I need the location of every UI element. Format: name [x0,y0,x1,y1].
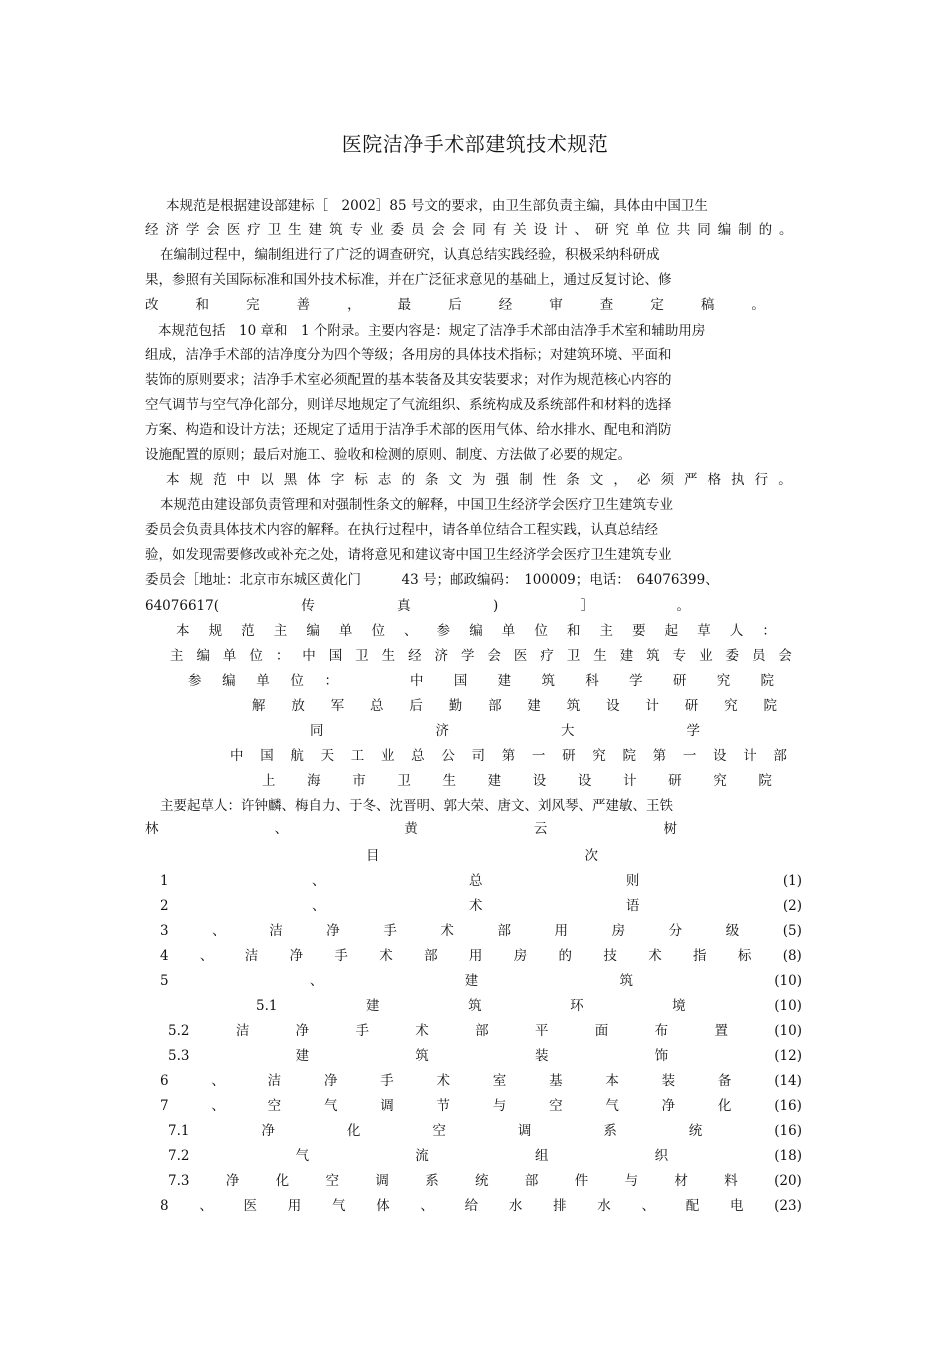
paragraph-line: 组成，洁净手术部的洁净度分为四个等级；各用房的具体技术指标；对建筑环境、平面和 [145,347,672,363]
paragraph-line: 方案、构造和设计方法；还规定了适用于洁净手术部的医用气体、给水排水、配电和消防 [145,422,672,438]
toc-number: 6 [160,1073,169,1089]
participating-unit: 解 放 军 总 后 勤 部 建 筑 设 计 研 究 院 [252,698,777,714]
participating-unit: 同 济 大 学 [310,723,700,739]
drafters-line: 林 、 黄 云 树 [145,821,677,837]
toc-separator: 、 [212,923,226,939]
chief-editor-unit: 主 编 单 位 ： 中 国 卫 生 经 济 学 会 医 疗 卫 生 建 筑 专 业 委 员 会 [170,648,792,664]
toc-number: 8 [160,1198,169,1214]
toc-entry[interactable]: 7 、 空 气 调 节 与 空 气 净 化 (16) [160,1095,802,1117]
participating-unit: 上 海 市 卫 生 建 设 设 计 研 究 院 [262,773,772,789]
toc-number: 5.1 [256,998,278,1014]
paragraph-line: 经 济 学 会 医 疗 卫 生 建 筑 专 业 委 员 会 会 同 有 关 设 计 、 研 究 单 位 共 同 编 制 的 。 [145,222,793,238]
toc-page-number: (8) [782,948,802,964]
paragraph-line: 设施配置的原则；最后对施工、验收和检测的原则、制度、方法做了必要的规定。 [145,447,631,463]
toc-page-number: (5) [782,923,802,939]
units-heading: 本 规 范 主 编 单 位 、 参 编 单 位 和 主 要 起 草 人 ： [176,623,776,639]
toc-number: 5.3 [168,1048,190,1064]
toc-entry[interactable]: 8 、 医 用 气 体 、 给 水 排 水 、 配 电 (23) [160,1195,802,1217]
toc-entry[interactable]: 5.2 洁 净 手 术 部 平 面 布 置 (10) [168,1020,802,1042]
paragraph-line: 64076617( 传 真 ) ］ 。 [145,598,690,614]
participating-unit: 中 国 航 天 工 业 总 公 司 第 一 研 究 院 第 一 设 计 部 [230,748,787,764]
paragraph-line: 在编制过程中，编制组进行了广泛的调查研究，认真总结实践经验，积极采纳科研成 [160,247,660,263]
toc-separator: 、 [312,873,326,889]
toc-page-number: (18) [774,1148,802,1164]
toc-number: 2 [160,898,169,914]
toc-page-number: (10) [774,1023,802,1039]
paragraph-line: 本规范由建设部负责管理和对强制性条文的解释，中国卫生经济学会医疗卫生建筑专业 [160,497,673,513]
participating-label: 参 编 单 位 ： [188,673,338,689]
toc-page-number: (10) [774,998,802,1014]
paragraph-line: 装饰的原则要求；洁净手术室必须配置的基本装备及其安装要求；对作为规范核心内容的 [145,372,672,388]
toc-page-number: (14) [774,1073,802,1089]
toc-number: 7.3 [168,1173,190,1189]
paragraph-line: 空气调节与空气净化部分，则详尽地规定了气流组织、系统构成及系统部件和材料的选择 [145,397,672,413]
toc-number: 7 [160,1098,169,1114]
toc-entry[interactable]: 1 、 总 则 (1) [160,870,802,892]
paragraph-line: 委员会［地址：北京市东城区黄化门 43 号；邮政编码： 100009；电话： 64076399、 [145,572,719,588]
paragraph-line: 本规范是根据建设部建标［ 2002］85 号文的要求，由卫生部负责主编，具体由中国卫生 [166,198,708,214]
toc-number: 3 [160,923,169,939]
toc-separator: 、 [199,948,214,964]
toc-page-number: (16) [774,1098,802,1114]
toc-page-number: (1) [782,873,802,889]
toc-page-number: (23) [774,1198,802,1214]
toc-number: 7.2 [168,1148,190,1164]
toc-separator: 、 [312,898,326,914]
toc-separator: 、 [199,1198,213,1214]
toc-number: 1 [160,873,169,889]
toc-entry[interactable]: 6 、 洁 净 手 术 室 基 本 装 备 (14) [160,1070,802,1092]
toc-title: 目 次 [366,848,598,864]
toc-number: 5.2 [168,1023,190,1039]
participating-unit: 中 国 建 筑 科 学 研 究 院 [410,673,774,689]
paragraph-line: 果，参照有关国际标准和国外技术标准，并在广泛征求意见的基础上，通过反复讨论、修 [145,272,672,288]
toc-separator: 、 [211,1098,225,1114]
paragraph-line: 本 规 范 中 以 黑 体 字 标 志 的 条 文 为 强 制 性 条 文 ， 必 须 严 格 执 行 。 [166,472,792,488]
toc-entry[interactable]: 5.1 建 筑 环 境 (10) [256,995,802,1017]
toc-page-number: (20) [774,1173,802,1189]
drafters-line: 主要起草人：许钟麟、梅自力、于冬、沈晋明、郭大荣、唐文、刘风琴、严建敏、王铁 [160,798,673,814]
paragraph-line: 改 和 完 善 ， 最 后 经 审 查 定 稿 。 [145,297,765,313]
toc-entry[interactable]: 7.2 气 流 组 织 (18) [168,1145,802,1167]
toc-entry[interactable]: 7.3 净 化 空 调 系 统 部 件 与 材 料 (20) [168,1170,802,1192]
toc-page-number: (12) [774,1048,802,1064]
toc-entry[interactable]: 3 、 洁 净 手 术 部 用 房 分 级 (5) [160,920,802,942]
toc-entry[interactable]: 2 、 术 语 (2) [160,895,802,917]
toc-number: 4 [160,948,169,964]
toc-entry[interactable]: 4 、 洁 净 手 术 部 用 房 的 技 术 指 标 (8) [160,945,802,967]
toc-page-number: (10) [774,973,802,989]
toc-separator: 、 [211,1073,225,1089]
toc-number: 5 [160,973,169,989]
paragraph-line: 本规范包括 10 章和 1 个附录。主要内容是：规定了洁净手术部由洁净手术室和辅助用房 [158,323,706,339]
toc-entry[interactable]: 7.1 净 化 空 调 系 统 (16) [168,1120,802,1142]
paragraph-line: 委员会负责具体技术内容的解释。在执行过程中，请各单位结合工程实践，认真总结经 [145,522,658,538]
document-title: 医院洁净手术部建筑技术规范 [341,132,609,156]
toc-entry[interactable]: 5.3 建 筑 装 饰 (12) [168,1045,802,1067]
toc-page-number: (16) [774,1123,802,1139]
paragraph-line: 验，如发现需要修改或补充之处，请将意见和建议寄中国卫生经济学会医疗卫生建筑专业 [145,547,672,563]
toc-number: 7.1 [168,1123,190,1139]
toc-page-number: (2) [782,898,802,914]
toc-entry[interactable]: 5 、 建 筑 (10) [160,970,802,992]
toc-separator: 、 [309,973,324,989]
